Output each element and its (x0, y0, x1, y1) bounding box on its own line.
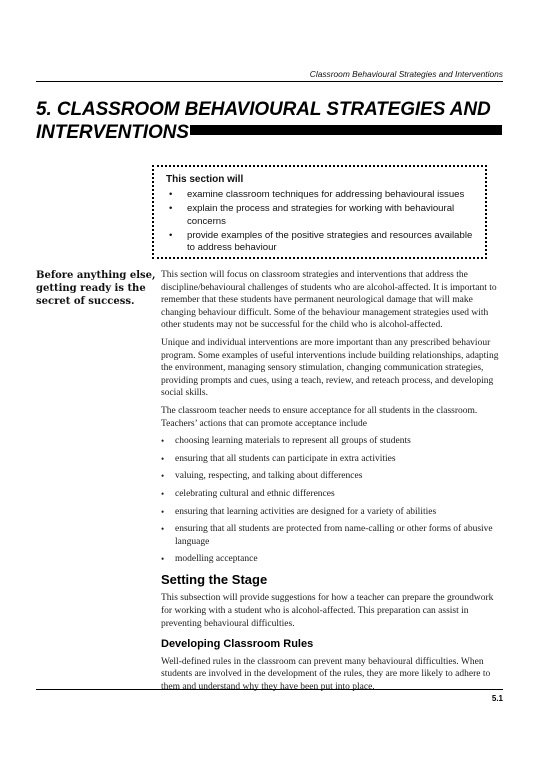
paragraph: This subsection will provide suggestions for how a teacher can prepare the groundwork for working with a student who is alcohol-affected. This preparation can assist in preventing behavioural difficulties. (161, 593, 494, 629)
bullet-icon: • (161, 436, 165, 447)
running-header: Classroom Behavioural Strategies and Interventions (309, 69, 503, 79)
list-item-text: ensuring that all students can participate in extra activities (175, 453, 396, 464)
list-item-text: ensuring that learning activities are designed for a variety of abilities (175, 506, 437, 517)
overview-item: examine classroom techniques for addressing behavioural issues (187, 189, 465, 201)
header-rule (36, 81, 503, 82)
margin-quote: Before anything else, getting ready is the secret of success. (36, 270, 156, 307)
paragraph: Unique and individual interventions are more important than any prescribed behaviour program. Some examples of useful interventions include building relationships, adapting the environment, managing sensory stimulation, changing communication strategies, providing prompts and cues, using a teach, review, and reteach process, and developing social skills. (161, 337, 499, 399)
paragraph: This section will focus on classroom strategies and interventions that address the discipline/behavioural challenges of students who are alcohol-affected. It is important to remember that these students have permanent neurological damage that will make changing behaviour difficult. Some of the behaviour management strategies used with other students may not be successful for the child who is alcohol-affected. (161, 270, 497, 331)
list-item (161, 553, 502, 566)
list-item-text: choosing learning materials to represent all groups of students (175, 436, 411, 447)
paragraph: Well-defined rules in the classroom can prevent many behavioural difficulties. When students are involved in the development of the rules, they are more likely to adhere to them and understand why they have been put into place. (161, 656, 491, 693)
list-item (166, 189, 473, 201)
subsection-heading-classroom-rules: Developing Classroom Rules (161, 638, 314, 651)
list-item (161, 453, 502, 466)
section-overview-box (152, 165, 487, 259)
body-text (161, 269, 502, 699)
title-bar (190, 125, 502, 135)
acceptance-list (161, 435, 502, 566)
paragraph: The classroom teacher needs to ensure acceptance for all students in the classroom. Teachers’ actions that can promote acceptance include (161, 405, 478, 429)
bullet-icon: • (161, 554, 165, 565)
page-number: 5.1 (491, 694, 503, 703)
bullet-icon: • (169, 203, 173, 215)
overview-item: explain the process and strategies for working with behavioural concerns (187, 203, 455, 227)
list-item (161, 488, 502, 501)
list-item-text: celebrating cultural and ethnic differences (175, 488, 335, 499)
bullet-icon: • (169, 189, 173, 201)
footer-rule (36, 689, 503, 690)
list-item-text: ensuring that all students are protected from name-calling or other forms of abusive language (175, 524, 493, 547)
list-item-text: modelling acceptance (175, 554, 258, 565)
bullet-icon: • (161, 471, 165, 482)
bullet-icon: • (161, 453, 165, 464)
list-item (161, 435, 502, 448)
bullet-icon: • (161, 524, 165, 535)
list-item (161, 523, 502, 548)
list-item (166, 230, 473, 254)
overview-heading: This section will (166, 174, 244, 185)
bullet-icon: • (161, 488, 165, 499)
list-item (161, 506, 502, 519)
overview-item: provide examples of the positive strategies and resources available to address behaviour (187, 229, 473, 254)
list-item (161, 470, 502, 483)
list-item-text: valuing, respecting, and talking about differences (175, 471, 363, 482)
bullet-icon: • (169, 229, 173, 241)
bullet-icon: • (161, 506, 165, 517)
chapter-title: 5. CLASSROOM BEHAVIOURAL STRATEGIES AND INTERVENTIONS (36, 99, 491, 143)
list-item (166, 203, 473, 227)
overview-list (166, 189, 473, 254)
section-heading-setting-the-stage: Setting the Stage (161, 571, 268, 587)
